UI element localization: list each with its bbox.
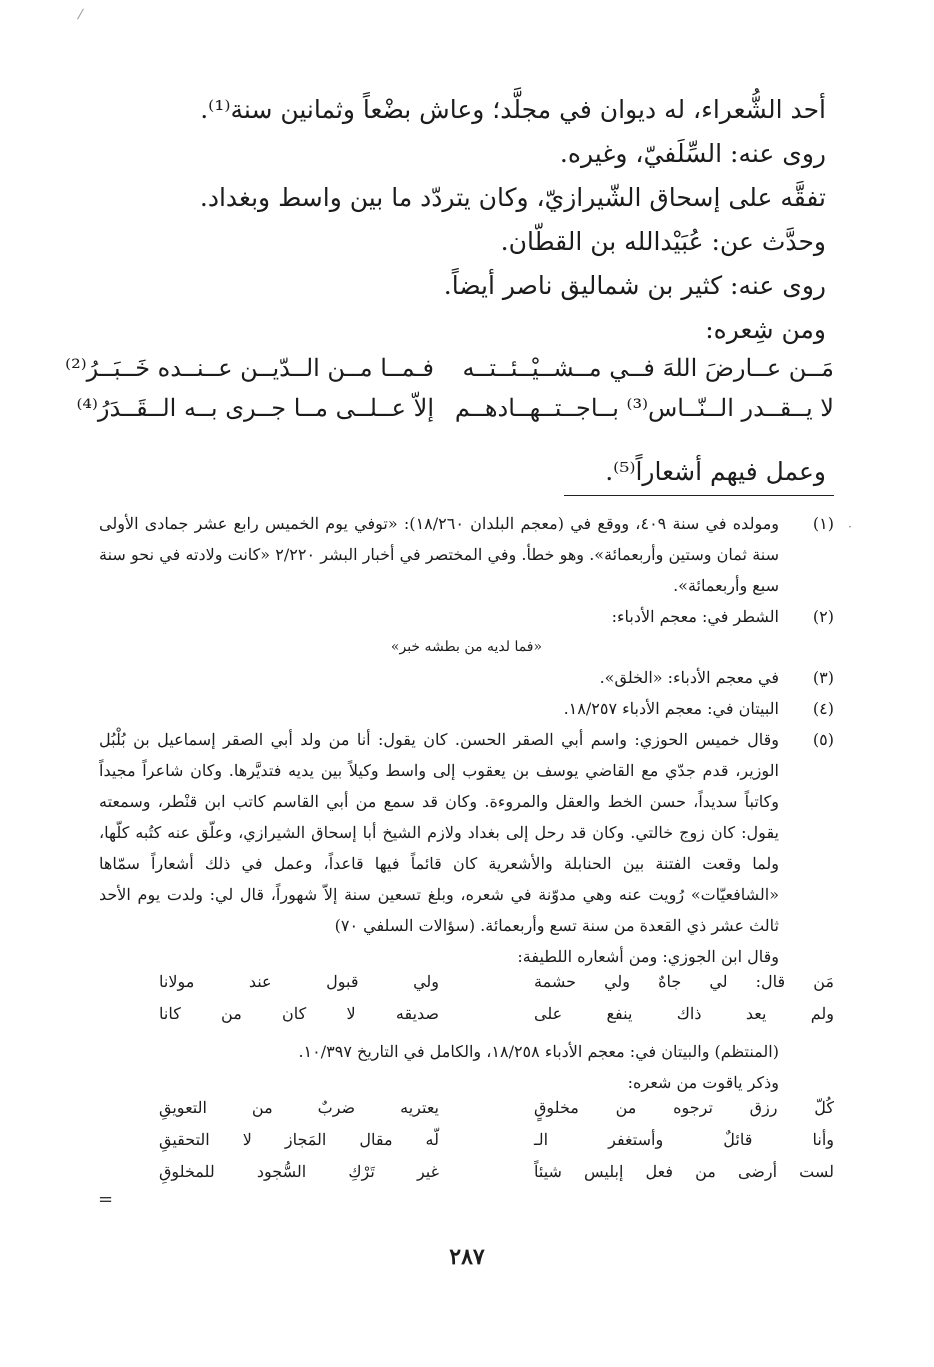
footnote-verse: [99, 1130, 834, 1162]
poem: [65, 354, 834, 434]
body-line: روى عنه: السِّلَفيّ، وغيره.: [559, 139, 826, 168]
verse-first-hemistich: ولم يعد ذاك ينفع على: [534, 1004, 834, 1023]
verse-row: [65, 354, 834, 394]
body-line: وعمل فيهم أشعاراً⁽⁵⁾.: [605, 457, 826, 486]
body-line: تفقَّه على إسحاق الشّيرازيّ، وكان يتردّد ما بين واسط وبغداد.: [199, 183, 826, 212]
body-line: وحدَّث عن: عُبَيْدالله بن القطّان.: [500, 227, 826, 256]
footnote-verse: [99, 1098, 834, 1130]
footnote: [99, 693, 834, 724]
footnote-text: ومولده في سنة ٤٠٩، ووقع في (معجم البلدان ١٨/٢٦٠): «توفي يوم الخميس رابع عشر جمادى الأولى سنة ثمان وستين وأربعمائة». وهو خطأ. وفي المختصر في أخبار البشر ٢/٢٢٠ «كانت ولادته في نحو سنة سبع وأربعمائة».: [99, 514, 780, 595]
verse-second-hemistich: فـمــا مــن الــدّيــن عــنــده خَــبَــرُ⁽²⁾: [65, 354, 434, 382]
body-line: روى عنه: كثير بن شماليق ناصر أيضاً.: [443, 271, 826, 300]
quoted-hemistich: «فما لديه من بطشه خبر»: [390, 639, 543, 655]
margin-dot: ·: [848, 520, 852, 534]
verse-row: [76, 394, 834, 434]
footnote-number: (٤): [812, 699, 834, 718]
verse-first-hemistich: لا يــقــدر الــنّــاس⁽³⁾ بــاجــتــهــادهــم: [454, 394, 834, 422]
footnote-text: في معجم الأدباء: «الخلق».: [599, 668, 779, 687]
page-number: ٢٨٧: [449, 1244, 485, 1270]
footnote-text: وقال ابن الجوزي: ومن أشعاره اللطيفة:: [517, 947, 779, 966]
footnote-separator: [564, 495, 834, 496]
verse-first-hemistich: مَن قال: لي جاهٌ ولي حشمة: [534, 972, 834, 991]
footnote-verse: [99, 1162, 834, 1194]
body-line: أحد الشُّعراء، له ديوان في مجلَّد؛ وعاش بضْعاً وثمانين سنة⁽¹⁾.: [200, 95, 826, 124]
verse-second-hemistich: ولي قبول عند مولانا: [159, 972, 439, 991]
footnote-verse: [99, 1004, 834, 1036]
footnote-text: البيتان في: معجم الأدباء ١٨/٢٥٧.: [563, 699, 779, 718]
footnote: [99, 662, 834, 693]
verse-second-hemistich: يعتريه ضربٌ من التعويقِ: [159, 1098, 439, 1117]
verse-first-hemistich: مَــن عــارضَ اللهَ فــي مــشــيْــئــتــه: [462, 354, 834, 382]
footnotes: [99, 508, 834, 1194]
verse-second-hemistich: غير تَرْكِ السُّجود للمخلوقِ: [159, 1162, 439, 1181]
footnote-text: الشطر في: معجم الأدباء:: [611, 607, 779, 626]
footnote-verse: [99, 972, 834, 1004]
body-line: ومن شِعره:: [705, 315, 826, 344]
margin-mark: =: [98, 1189, 114, 1210]
footnote-number: (٢): [812, 607, 834, 626]
verse-second-hemistich: إلاّ عــلــى مــا جــرى بــه الــقَــدَرُ⁽⁴⁾: [76, 394, 434, 422]
footnote-number: (٥): [812, 730, 834, 749]
footnote: [99, 601, 834, 632]
footnote-number: (٣): [812, 668, 834, 687]
footnote-text: وقال خميس الحوزي: واسم أبي الصقر الحسن. كان يقول: أنا من ولد أبي الصقر إسماعيل بن بُلْبُل الوزير، قدم جدّي مع القاضي يوسف بن يعقوب إلى واسط وكيلاً بين يديه فتديَّرها. وكان شاعراً مجيداً وكاتباً سديداً، حسن الخط والعقل والمروءة. وكان قد سمع من أبي القاسم كاتب ابن قنْطر، وسمعته يقول: كان زوج خالتي. وكان قد رحل إلى بغداد ولازم الشيخ أبا إسحاق الشيرازي، وعلّق عنه كتُبه كلّها، ولما وقعت الفتنة بين الحنابلة والأشعرية كان قائماً فيها قاعداً، وعمل في ذلك أشعاراً سمّاها «الشافعيّات» رُويت عنه وهي مدوّنة في شعره، وبلغ تسعين سنة إلاّ شهوراً، قال لي: ولدت يوم الأحد ثالث عشر ذي القعدة من سنة تسع وأربعمائة. (سؤالات السلفي ٧٠): [99, 730, 779, 935]
footnote-number: (١): [812, 514, 834, 533]
footnote-text: وذكر ياقوت من شعره:: [627, 1073, 779, 1092]
footnote: [99, 724, 834, 941]
footnote-text: (المنتظم) والبيتان في: معجم الأدباء ١٨/٢٥٨، والكامل في التاريخ ١٠/٣٩٧.: [298, 1042, 779, 1061]
main-text: [106, 88, 826, 352]
verse-second-hemistich: صديقه لا كان من كانا: [159, 1004, 439, 1023]
scan-mark: [77, 9, 84, 20]
verse-first-hemistich: كُلّ رزق ترجوه من مخلوقٍ: [534, 1098, 834, 1117]
footnote: [99, 508, 834, 601]
verse-first-hemistich: لست أرضى من فعل إبليس شيئاً: [534, 1162, 834, 1181]
verse-second-hemistich: لّه مقال المَجاز لا التحقيقِ: [159, 1130, 439, 1149]
verse-first-hemistich: وأنا قائلٌ وأستغفر الـ: [534, 1130, 834, 1149]
